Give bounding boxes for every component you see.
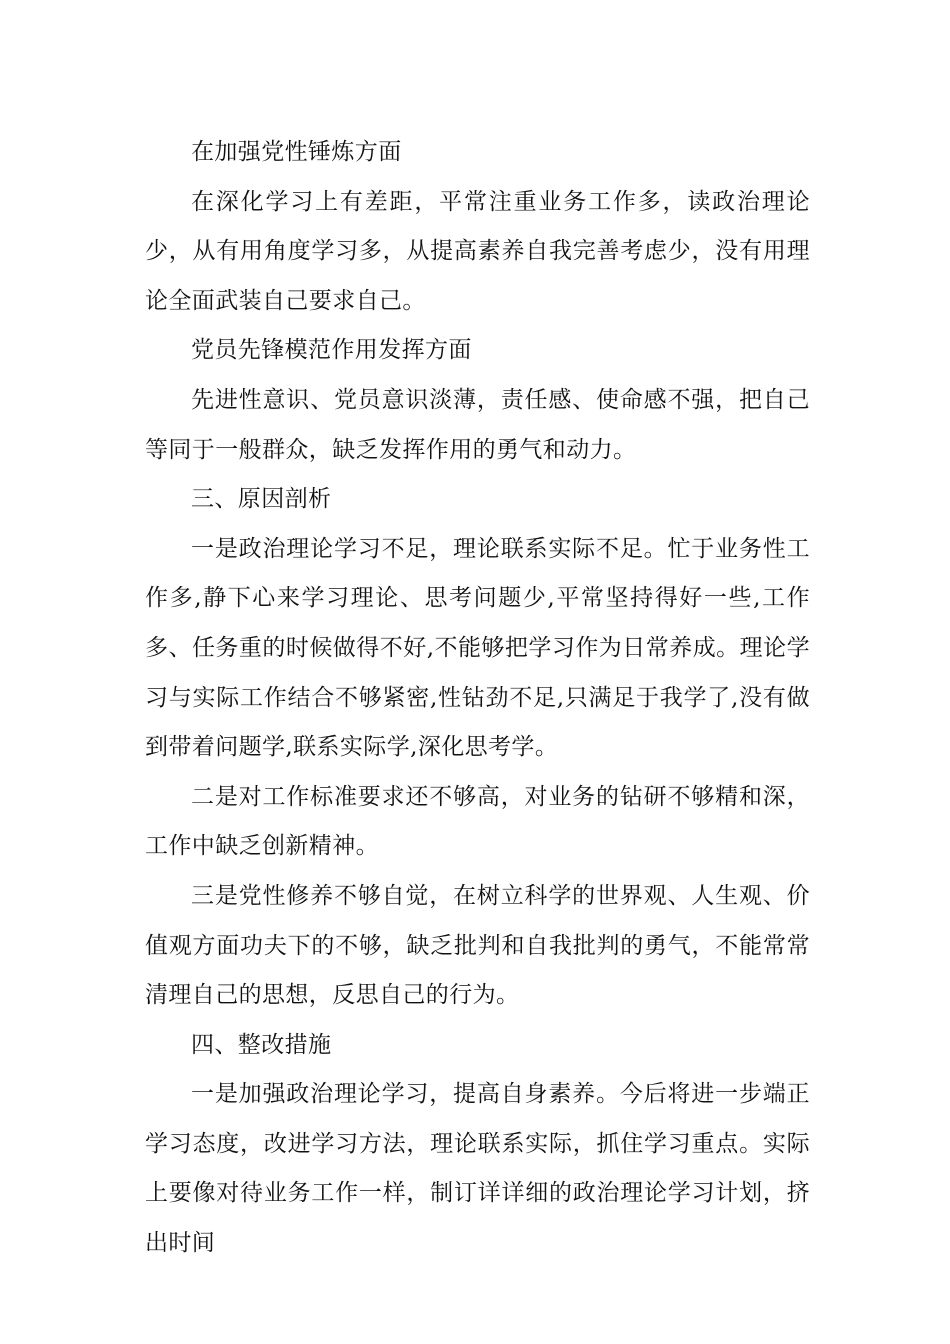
section-heading-rectification: 四、整改措施: [191, 1031, 332, 1058]
section-heading-cause-analysis: 三、原因剖析: [191, 486, 332, 513]
paragraph-cause-one: 一是政治理论学习不足，理论联系实际不足。忙于业务性工作多,静下心来学习理论、思考问题少,平常坚持得好一些,工作多、任务重的时候做得不好,不能够把学习作为日常养成。理论学习与实际工作结合不够紧密,性钻劲不足,只满足于我学了,没有做到带着问题学,联系实际学,深化思考学。: [145, 535, 810, 761]
paragraph-measure-one: 一是加强政治理论学习，提高自身素养。今后将进一步端正学习态度，改进学习方法，理论联系实际，抓住学习重点。实际上要像对待业务工作一样，制订详详细的政治理论学习计划，挤出时间: [145, 1081, 810, 1257]
paragraph-cause-three: 三是党性修养不够自觉，在树立科学的世界观、人生观、价值观方面功夫下的不够，缺乏批判和自我批判的勇气，不能常常清理自己的思想，反思自己的行为。: [145, 882, 810, 1009]
paragraph-study-gap: 在深化学习上有差距，平常注重业务工作多，读政治理论少，从有用角度学习多，从提高素养自我完善考虑少，没有用理论全面武装自己要求自己。: [145, 188, 810, 314]
paragraph-cause-two: 二是对工作标准要求还不够高，对业务的钻研不够精和深，工作中缺乏创新精神。: [145, 783, 810, 860]
document-body: [145, 128, 810, 1269]
paragraph-awareness: 先进性意识、党员意识淡薄，责任感、使命感不强，把自己等同于一般群众，缺乏发挥作用的勇气和动力。: [145, 386, 810, 463]
section-heading-party-spirit: 在加强党性锤炼方面: [191, 139, 402, 165]
section-heading-vanguard-role: 党员先锋模范作用发挥方面: [191, 337, 472, 364]
